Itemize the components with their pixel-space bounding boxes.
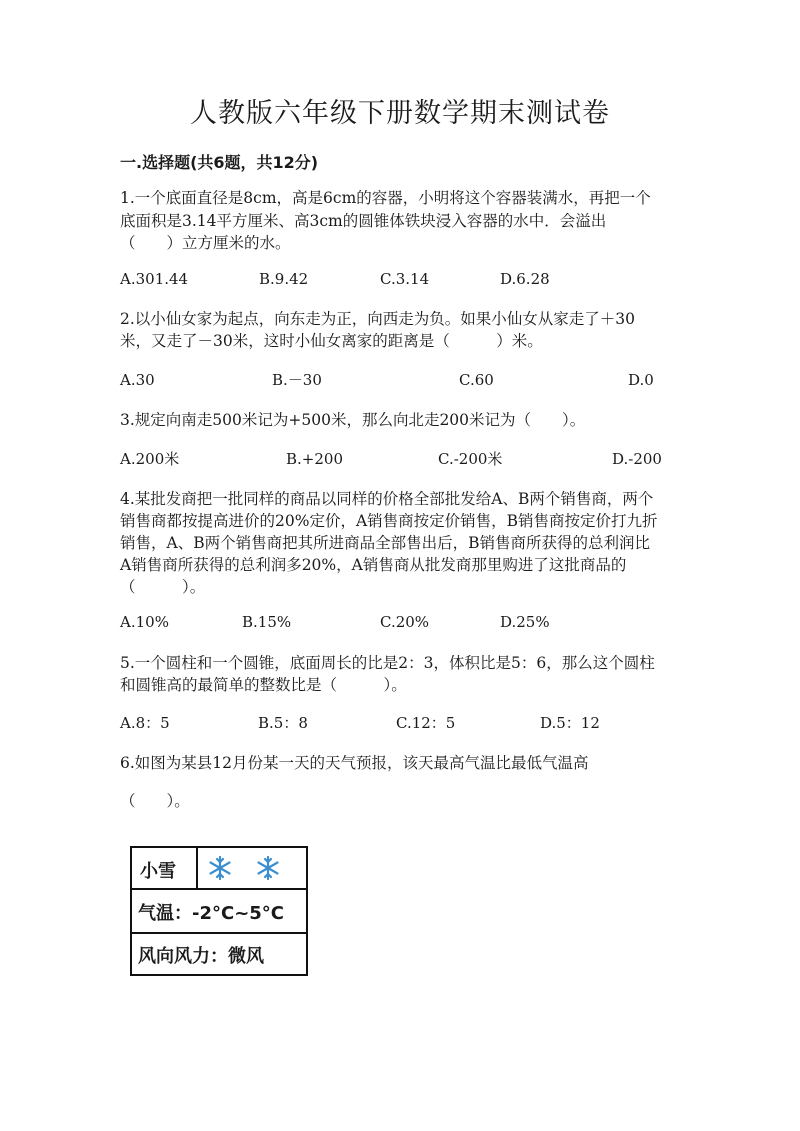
weather-temperature-row bbox=[132, 890, 306, 934]
question-1-option-c: C.3.14 bbox=[380, 270, 430, 288]
question-5-option-c: C.12：5 bbox=[396, 714, 456, 732]
question-2-option-d: D.0 bbox=[628, 371, 654, 389]
row-divider bbox=[196, 848, 198, 888]
question-1-option-b: B.9.42 bbox=[259, 270, 309, 288]
question-1-line-2: 底面积是3.14平方厘米、高3cm的圆锥体铁块浸入容器的水中．会溢出 bbox=[120, 212, 607, 230]
question-2-line-2: 米，又走了－30米，这时小仙女离家的距离是（ ）米。 bbox=[120, 332, 543, 350]
question-4-option-a: A.10% bbox=[120, 613, 169, 631]
question-3-option-d: D.-200 bbox=[612, 450, 662, 468]
question-4-line-4: A销售商所获得的总利润多20%，A销售商从批发商那里购进了这批商品的 bbox=[120, 556, 627, 574]
question-3-option-c: C.-200米 bbox=[438, 450, 503, 468]
section-heading: 一.选择题(共6题，共12分) bbox=[120, 153, 319, 172]
question-5-option-b: B.5：8 bbox=[258, 714, 308, 732]
question-2-option-a: A.30 bbox=[120, 371, 155, 389]
question-2-option-c: C.60 bbox=[459, 371, 494, 389]
question-1-option-a: A.301.44 bbox=[120, 270, 189, 288]
question-4-option-c: C.20% bbox=[380, 613, 430, 631]
question-5-line-1: 5.一个圆柱和一个圆锥，底面周长的比是2：3，体积比是5：6，那么这个圆柱 bbox=[120, 654, 655, 672]
snowflake-icon bbox=[254, 854, 282, 882]
question-4-line-5: （ ）。 bbox=[120, 578, 206, 596]
question-3-option-a: A.200米 bbox=[120, 450, 180, 468]
question-3-option-b: B.+200 bbox=[286, 450, 343, 468]
page-title: 人教版六年级下册数学期末测试卷 bbox=[190, 98, 610, 129]
question-5-line-2: 和圆锥高的最简单的整数比是（ ）。 bbox=[120, 676, 407, 694]
weather-forecast-card bbox=[130, 846, 308, 976]
question-6-line-1: 6.如图为某县12月份某一天的天气预报，该天最高气温比最低气温高 bbox=[120, 754, 589, 772]
question-2-option-b: B.－30 bbox=[272, 371, 322, 389]
weather-wind-row bbox=[132, 934, 306, 974]
question-3-line-1: 3.规定向南走500米记为+500米，那么向北走200米记为（ ）。 bbox=[120, 411, 586, 429]
weather-condition-row bbox=[132, 848, 306, 890]
snowflake-icon bbox=[206, 854, 234, 882]
question-4-line-1: 4.某批发商把一批同样的商品以同样的价格全部批发给A、B两个销售商，两个 bbox=[120, 490, 654, 508]
weather-condition-label: 小雪 bbox=[140, 861, 176, 882]
question-6-line-2: （ ）。 bbox=[120, 792, 190, 810]
question-5-option-d: D.5：12 bbox=[540, 714, 600, 732]
question-2-line-1: 2.以小仙女家为起点，向东走为正，向西走为负。如果小仙女从家走了＋30 bbox=[120, 310, 636, 328]
question-1-line-3: （ ）立方厘米的水。 bbox=[120, 234, 291, 252]
question-4-option-d: D.25% bbox=[500, 613, 550, 631]
question-1-option-d: D.6.28 bbox=[500, 270, 550, 288]
question-4-line-3: 销售，A、B两个销售商把其所进商品全部售出后，B销售商所获得的总利润比 bbox=[120, 534, 650, 552]
weather-temperature: 气温：-2°C~5°C bbox=[138, 903, 285, 924]
question-5-option-a: A.8：5 bbox=[120, 714, 170, 732]
question-4-option-b: B.15% bbox=[242, 613, 292, 631]
question-4-line-2: 销售商都按提高进价的20%定价，A销售商按定价销售，B销售商按定价打九折 bbox=[120, 512, 658, 530]
weather-wind: 风向风力：微风 bbox=[138, 946, 264, 967]
question-1-line-1: 1.一个底面直径是8cm，高是6cm的容器，小明将这个容器装满水，再把一个 bbox=[120, 189, 651, 207]
